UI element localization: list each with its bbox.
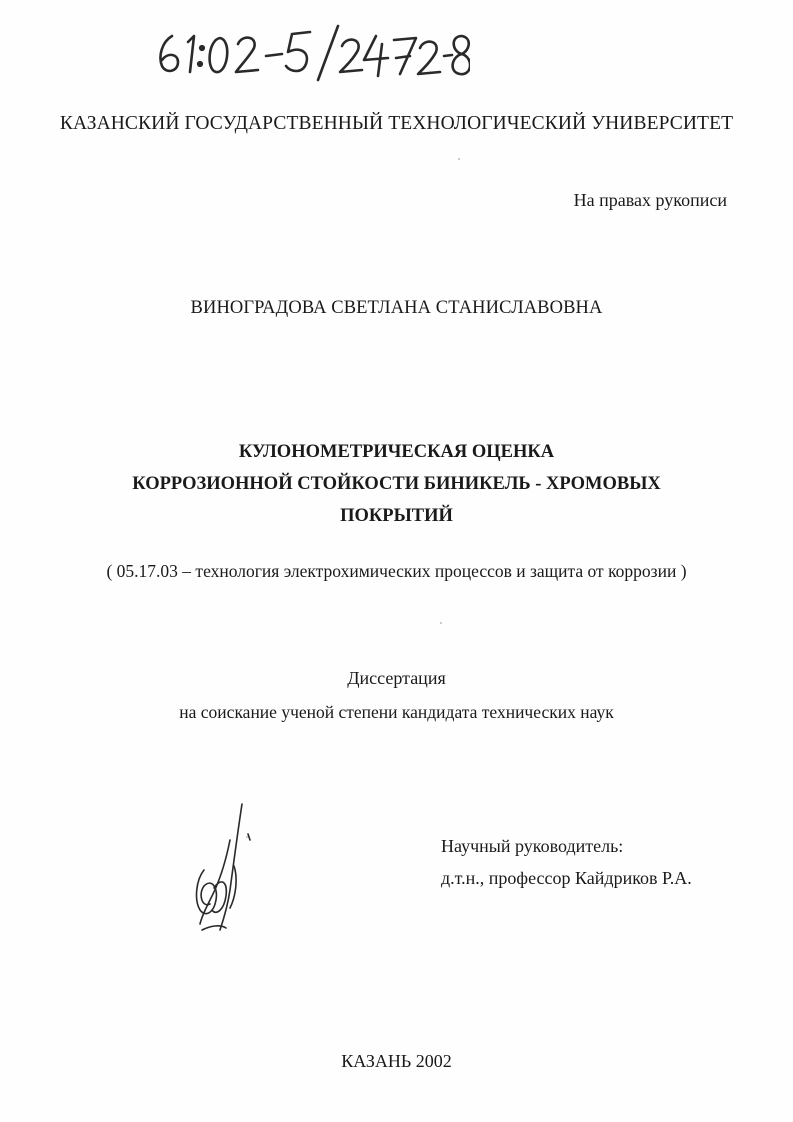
- university-name: КАЗАНСКИЙ ГОСУДАРСТВЕННЫЙ ТЕХНОЛОГИЧЕСКИЙ УНИВЕРСИТЕТ: [59, 113, 734, 134]
- supervisor-label: Научный руководитель:: [441, 836, 624, 856]
- supervisor-name: д.т.н., профессор Кайдриков Р.А.: [441, 868, 692, 888]
- author-name: ВИНОГРАДОВА СВЕТЛАНА СТАНИСЛАВОВНА: [190, 298, 603, 318]
- scan-speck: [458, 158, 460, 160]
- dissertation-title: [0, 436, 793, 532]
- supervisor-block: [441, 830, 692, 894]
- manuscript-note: На правах рукописи: [573, 190, 727, 210]
- handwritten-archive-code: [150, 22, 470, 82]
- scan-speck: [440, 622, 442, 624]
- title-line-1: КУЛОНОМЕТРИЧЕСКАЯ ОЦЕНКА: [238, 442, 555, 462]
- city-year: КАЗАНЬ 2002: [341, 1051, 452, 1071]
- title-line-2: КОРРОЗИОННОЙ СТОЙКОСТИ БИНИКЕЛЬ - ХРОМОВЫХ: [132, 474, 661, 494]
- specialty-code: ( 05.17.03 – технология электрохимических процессов и защита от коррозии ): [106, 561, 687, 581]
- title-line-3: ПОКРЫТИЙ: [340, 506, 453, 526]
- degree-type: Диссертация: [347, 668, 446, 688]
- scan-speck: [246, 836, 248, 838]
- degree-description: на соискание ученой степени кандидата технических наук: [179, 702, 614, 722]
- signature-icon: [190, 800, 265, 940]
